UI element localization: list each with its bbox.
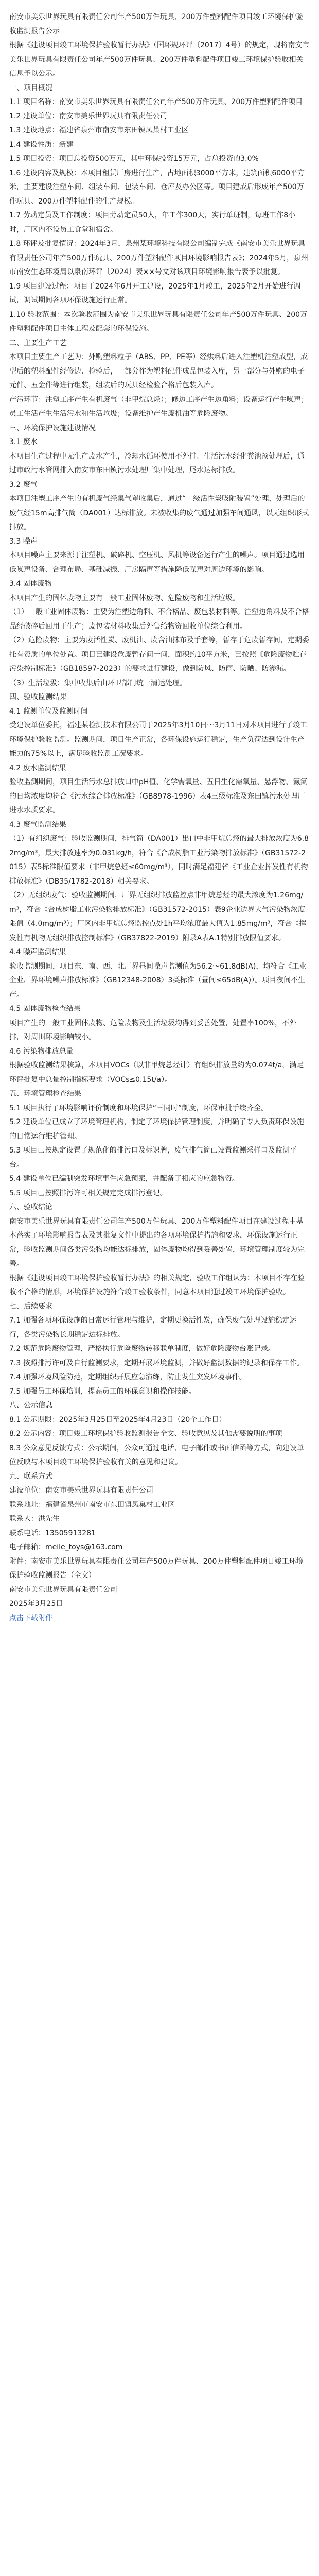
paragraph: 本项目噪声主要来源于注塑机、破碎机、空压机、风机等设备运行产生的噪声。项目通过选用低噪声设备、合理布局、基础减振、厂房隔声等措施降低噪声对周边环境的影响。	[9, 551, 305, 574]
paragraph: 附件：南安市美乐世界玩具有限责任公司年产500万件玩具、200万件塑料配件项目竣工环境保护验收监测报告（全文）	[9, 1557, 304, 1580]
paragraph: 4.1 监测单位及监测时间	[9, 707, 88, 716]
section-heading: 二、主要生产工艺	[9, 338, 67, 347]
section-heading: 四、验收监测结果	[9, 693, 67, 701]
section-heading: 一、项目概况	[9, 83, 52, 92]
paragraph: 7.4 加强环境风险防范，定期组织开展应急演练，防止发生突发环境事件。	[9, 1373, 246, 1381]
paragraph: 1.4 建设性质：新建	[9, 140, 74, 149]
paragraph: 5.2 建设单位已成立了环境管理机构，制定了环境保护管理制度，并明确了专人负责环保设施的日常运行维护管理。	[9, 1118, 304, 1141]
paragraph: 1.3 建设地点：福建省泉州市南安市东田镇凤巢村工业区	[9, 126, 189, 134]
paragraph: 1.7 劳动定员及工作制度：项目劳动定员50人，年工作300天，实行单班制，每班工作8小时，厂区内不设员工食堂和宿舍。	[9, 211, 296, 234]
paragraph: 7.3 按照排污许可及自行监测要求，定期开展环境监测，并做好监测数据的记录和保存工作。	[9, 1359, 304, 1367]
paragraph: 联系人：洪先生	[9, 1515, 60, 1523]
paragraph: 1.9 项目建设过程：项目于2024年6月开工建设，2025年1月竣工，2025年2月开始进行调试，调试期间各项环保设施运行正常。	[9, 282, 301, 304]
paragraph: 联系电话：13505913281	[9, 1529, 96, 1537]
paragraph: 5.3 项目已按规定设置了规范化的排污口及标识牌，废气排气筒已设置监测采样口及监测平台。	[9, 1146, 297, 1169]
paragraph: 本项目注塑工序产生的有机废气经集气罩收集后，通过“二级活性炭吸附装置”处理，处理后的废气经15m高排气筒（DA001）达标排放。未被收集的废气通过加强车间通风，以无组织形式排放。	[9, 495, 309, 531]
paragraph: 1.10 验收范围：本次验收范围为南安市美乐世界玩具有限责任公司年产500万件玩具、200万件塑料配件项目主体工程及配套的环保设施。	[9, 310, 308, 333]
paragraph: 根据《建设项目竣工环境保护验收暂行办法》的相关规定，验收工作组认为：本项目不存在验收不合格的情形，环境保护设施符合竣工验收条件，同意本项目通过竣工环境保护验收。	[9, 1274, 305, 1296]
paragraph: 3.3 噪声	[9, 537, 38, 546]
paragraph: （1）有组织废气：验收监测期间，排气筒（DA001）出口中非甲烷总烃的最大排放浓度为6.82mg/m³，最大排放速率为0.031kg/h，符合《合成树脂工业污染物排放标准》（GB31572-2015）表5标准限值要求（非甲烷总烃≤60mg/m³），同时满足福建省《工业企业挥发性有机物排放标准》（DB35/1782-2018）相关要求。	[9, 835, 309, 886]
paragraph: 五、环境管理检查结果	[9, 1090, 81, 1098]
paragraph: 1.1 项目名称：南安市美乐世界玩具有限责任公司年产500万件玩具、200万件塑料配件项目	[9, 98, 303, 106]
paragraph: 七、后续要求	[9, 1302, 52, 1311]
paragraph: 南安市美乐世界玩具有限责任公司	[9, 1585, 117, 1594]
paragraph: 3.2 废气	[9, 480, 38, 489]
paragraph: 3.1 废水	[9, 438, 38, 446]
paragraph: 九、联系方式	[9, 1472, 52, 1481]
paragraph: 2025年3月25日	[9, 1600, 63, 1608]
paragraph: 本项目主要生产工艺为：外购塑料粒子（ABS、PP、PE等）经烘料后进入注塑机注塑成型，成型后的塑料配件经修边、检验后，一部分作为塑料配件成品包装入库，另一部分与外购的电子元件、五金件等进行组装，组装后的玩具经检验合格后包装入库。	[9, 353, 308, 389]
paragraph: 南安市美乐世界玩具有限责任公司年产500万件玩具、200万件塑料配件项目竣工环境保护验收监测报告公示	[9, 13, 304, 36]
paragraph: 4.2 废水监测结果	[9, 764, 66, 772]
paragraph: 八、公示信息	[9, 1401, 52, 1410]
paragraph: （2）无组织废气：验收监测期间，厂界无组织排放监控点非甲烷总烃的最大浓度为1.26mg/m³，符合《合成树脂工业污染物排放标准》（GB31572-2015）表9企业边界大气污染物浓度限值（4.0mg/m³）；厂区内非甲烷总烃监控点处1h平均浓度最大值为1.85mg/m³，符合《挥发性有机物无组织排放控制标准》（GB37822-2019）附录A表A.1特别排放限值要求。	[9, 891, 307, 942]
paragraph: 受建设单位委托，福建某检测技术有限公司于2025年3月10日～3月11日对本项目进行了竣工环境保护验收监测。监测期间，项目生产正常，各环保设施运行稳定，生产负荷达到设计生产能力的75%以上，满足验收监测工况要求。	[9, 721, 308, 758]
paragraph: 产污环节：注塑工序产生有机废气（非甲烷总烃）；修边工序产生边角料；设备运行产生噪声；员工生活产生生活污水和生活垃圾；设备维护产生废机油等危险废物。	[9, 395, 308, 418]
paragraph: 1.6 建设内容及规模：本项目租赁厂房进行生产，占地面积3000平方米，建筑面积6000平方米，主要建设注塑车间、组装车间、包装车间、仓库及办公区等。项目建成后形成年产500万件玩具、200万件塑料配件的生产规模。	[9, 168, 305, 206]
paragraph: 5.5 项目已按照排污许可相关规定完成排污登记。	[9, 1189, 167, 1197]
paragraph: 4.6 污染物排放总量	[9, 1047, 74, 1056]
paragraph: 验收监测期间，项目东、南、西、北厂界昼间噪声监测值为56.2～61.8dB(A)，均符合《工业企业厂界环境噪声排放标准》（GB12348-2008）3类标准（昼间≤65dB(A)）。项目夜间不生产。	[9, 962, 307, 999]
paragraph: 4.3 废气监测结果	[9, 820, 66, 829]
section-heading: 7.1 加强各项环保设施的日常运行管理与维护，定期更换活性炭，确保废气处理设施稳定运行，各类污染物长期稳定达标排放。	[9, 1316, 297, 1339]
paragraph: 电子邮箱：meile_toys@163.com	[9, 1543, 123, 1551]
paragraph: 4.5 固体废物检查结果	[9, 1005, 81, 1013]
paragraph: 根据验收监测结果核算，本项目VOCs（以非甲烷总烃计）有组织排放量约为0.074t/a，满足环评批复中总量控制指标要求（VOCs≤0.15t/a）。	[9, 1061, 304, 1084]
paragraph: 7.5 加强员工环保培训，提高员工的环保意识和操作技能。	[9, 1387, 196, 1396]
paragraph: 3.4 固体废物	[9, 580, 52, 588]
section-heading: 8.1 公示期限：2025年3月25日至2025年4月23日（20个工作日）	[9, 1415, 226, 1424]
paragraph: 7.2 规范危险废物管理，严格执行危险废物转移联单制度，做好危险废物台账记录。	[9, 1345, 275, 1353]
attachment-download-link[interactable]: 点击下载附件	[9, 1614, 52, 1622]
announcement-body	[9, 10, 310, 1625]
paragraph: 1.8 环评及批复情况：2024年3月，泉州某环境科技有限公司编制完成《南安市美乐世界玩具有限责任公司年产500万件玩具、200万件塑料配件项目环境影响报告表》；2024年5月，泉州市南安生态环境局以泉南环评〔2024〕表××号文对该项目环境影响报告表予以批复。	[9, 240, 308, 276]
paragraph: 1.2 建设单位：南安市美乐世界玩具有限责任公司	[9, 112, 167, 121]
paragraph: 验收监测期间，项目生活污水总排放口中pH值、化学需氧量、五日生化需氧量、悬浮物、氨氮的日均浓度均符合《污水综合排放标准》（GB8978-1996）表4三级标准及东田镇污水处理厂进水水质要求。	[9, 778, 308, 815]
paragraph: 根据《建设项目竣工环境保护验收暂行办法》（国环规环评〔2017〕4号）的规定，现将南安市美乐世界玩具有限责任公司年产500万件玩具、200万件塑料配件项目竣工环境保护验收相关信息予以公示。	[9, 41, 310, 78]
paragraph: （1）一般工业固体废物：主要为注塑边角料、不合格品、废包装材料等。注塑边角料及不合格品经破碎后回用于生产；废包装材料收集后外售给物资回收单位综合利用。	[9, 608, 309, 631]
paragraph: 本项目生产过程中无生产废水产生，冷却水循环使用不外排。生活污水经化粪池预处理后，通过市政污水管网排入南安市东田镇污水处理厂集中处理，尾水达标排放。	[9, 452, 305, 474]
paragraph: （3）生活垃圾：集中收集后由环卫部门统一清运处理。	[9, 679, 187, 687]
paragraph: 5.4 建设单位已编制突发环境事件应急预案，并配备了相应的应急物资。	[9, 1175, 239, 1183]
paragraph: 本项目产生的固体废物主要有一般工业固体废物、危险废物和生活垃圾。	[9, 594, 240, 602]
paragraph: 1.5 项目投资：项目总投资500万元，其中环保投资15万元，占总投资的3.0%	[9, 155, 259, 163]
paragraph: 六、验收结论	[9, 1203, 52, 1211]
paragraph: 联系地址：福建省泉州市南安市东田镇凤巢村工业区	[9, 1500, 175, 1509]
paragraph: 项目产生的一般工业固体废物、危险废物及生活垃圾均得到妥善处置，处置率100%，不外排，对周围环境影响较小。	[9, 1019, 297, 1041]
paragraph: 8.3 公众意见反馈方式：公示期间，公众可通过电话、电子邮件或书面信函等方式，向建设单位反映与本项目竣工环境保护验收有关的意见和建议。	[9, 1444, 304, 1466]
section-heading: 建设单位：南安市美乐世界玩具有限责任公司	[9, 1486, 153, 1495]
paragraph: 8.2 公示内容：项目竣工环境保护验收监测报告全文、验收意见及其他需要说明的事项	[9, 1430, 282, 1438]
paragraph: （2）危险废物：主要为废活性炭、废机油、废含油抹布及手套等，暂存于危废暂存间，定期委托有资质的单位处置。项目已建设危废暂存间一间，面积约10平方米，已按照《危险废物贮存污染控制标准》（GB18597-2023）的要求进行建设，做到防风、防雨、防晒、防渗漏。	[9, 636, 309, 673]
paragraph: 4.4 噪声监测结果	[9, 948, 66, 956]
section-heading: 三、环境保护设施建设情况	[9, 423, 96, 432]
section-heading: 南安市美乐世界玩具有限责任公司年产500万件玩具、200万件塑料配件项目在建设过程中基本落实了环境影响报告表及其批复文件中提出的各项环境保护措施和要求，环保设施运行正常，验收监测期间各类污染物均能达标排放，固体废物均得到妥善处置，环境管理制度较为完善。	[9, 1217, 305, 1268]
section-heading: 5.1 项目执行了环境影响评价制度和环境保护“三同时”制度，环保审批手续齐全。	[9, 1104, 269, 1112]
